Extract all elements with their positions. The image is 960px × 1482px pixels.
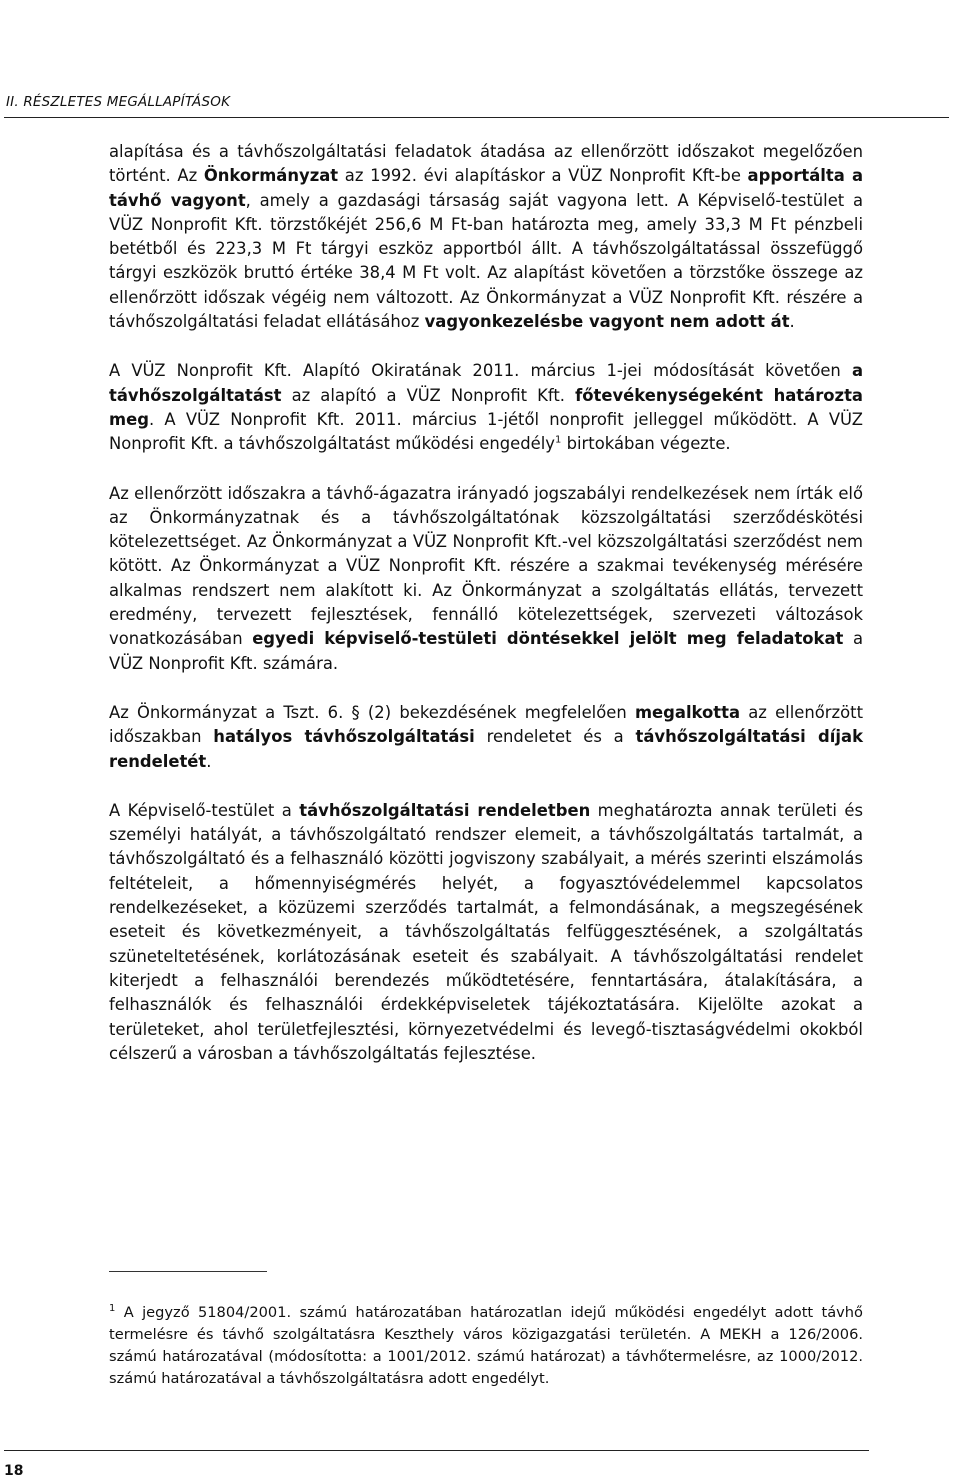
body-text: .	[789, 312, 795, 332]
emphasis-text: távhőszolgáltatási rendeletben	[299, 800, 591, 820]
footnote-text: A jegyző 51804/2001. számú határozatában határozatlan idejű működési engedélyt adott távhő termelésre és távhő szolgáltatásra Keszthely város közigazgatási területén. A MEKH a 126/2006. számú határozatával (módosította: a 1001/2012. számú határozat) a távhőtermelésre, az 1000/2012. számú határozatával a távhőszolgáltatásra adott engedélyt.	[109, 1304, 863, 1387]
body-text: , amely a gazdasági társaság saját vagyona lett. A Képviselő-testület a VÜZ Nonprofit Kft. törzstőkéjét 256,6 M Ft-ban határozta meg, amely 33,3 M Ft pénzbeli betétből és 223,3 M Ft tárgyi eszköz apportból állt. A távhőszolgáltatással összefüggő tárgyi eszközök bruttó értéke 38,4 M Ft volt. Az alapítást követően a törzstőke összege az ellenőrzött időszak végéig nem változott. Az Önkormányzat a VÜZ Nonprofit Kft. részére a távhőszolgáltatási feladat ellátásához	[109, 190, 863, 332]
emphasis-text: vagyonkezelésbe vagyont nem adott át	[424, 312, 790, 332]
emphasis-text: a távhőszolgáltatást	[109, 361, 863, 405]
emphasis-text: főtevékenységeként határozta meg	[109, 385, 863, 429]
emphasis-text: hatályos távhőszolgáltatási	[213, 727, 475, 747]
body-text: A VÜZ Nonprofit Kft. Alapító Okiratának 2011. március 1-jei módosítását követően	[109, 361, 852, 381]
emphasis-text: megalkotta	[634, 702, 741, 722]
emphasis-text: apportálta a távhő vagyont	[109, 166, 863, 210]
body-text: az ellenőrzött időszakban	[109, 702, 864, 747]
body-text: az 1992. évi alapításkor a VÜZ Nonprofit Kft-be	[338, 166, 748, 186]
paragraph	[109, 482, 863, 676]
body-text: A Képviselő-testület a	[109, 800, 300, 820]
body-text: Az Önkormányzat a Tszt. 6. § (2) bekezdésének megfelelően	[109, 702, 635, 722]
running-header: II. RÉSZLETES MEGÁLLAPÍTÁSOK	[6, 94, 231, 110]
paragraph	[109, 701, 863, 774]
body-text: Az ellenőrzött időszakra a távhő-ágazatra irányadó jogszabályi rendelkezések nem írták elő az Önkormányzatnak és a távhőszolgáltatónak közszolgáltatási szerződéskötési kötelezettséget. Az Önkormányzat a VÜZ Nonprofit Kft.-vel közszolgáltatási szerződést nem kötött. Az Önkormányzat a VÜZ Nonprofit Kft. részére a szakmai tevékenység mérésére alkalmas rendszert nem alakított ki. Az Önkormányzat a szolgáltatás ellátás, tervezett eredmény, tervezett fejlesztések, fennálló kötelezettségek, szervezeti változások vonatkozásában	[109, 483, 863, 649]
footnote-marker: 1	[109, 1303, 116, 1315]
body-text: birtokában végezte.	[561, 434, 731, 454]
body-text: alapítása és a távhőszolgáltatási feladatok átadása az ellenőrzött időszakot megelőzően történt. Az	[109, 142, 863, 186]
body-text: . A VÜZ Nonprofit Kft. 2011. március 1-jétől nonprofit jelleggel működött. A VÜZ Nonprofit Kft. a távhőszolgáltatást működési engedély	[109, 409, 863, 454]
document-body	[109, 140, 863, 1066]
paragraph	[109, 359, 863, 456]
paragraph	[109, 799, 863, 1066]
page-number: 18	[4, 1463, 24, 1479]
body-text: a VÜZ Nonprofit Kft. számára.	[109, 629, 863, 673]
footer-divider	[4, 1450, 869, 1451]
body-text: .	[206, 751, 212, 771]
emphasis-text: Önkormányzat	[203, 166, 339, 186]
body-text: rendeletet és a	[474, 727, 636, 747]
emphasis-text: távhőszolgáltatási díjak rendeletét	[109, 727, 863, 771]
body-text: az alapító a VÜZ Nonprofit Kft.	[281, 385, 576, 405]
footnote-divider	[109, 1271, 267, 1272]
emphasis-text: egyedi képviselő-testületi döntésekkel jelölt meg feladatokat	[252, 629, 844, 649]
body-text: meghatározta annak területi és személyi hatályát, a távhőszolgáltató rendszer elemeit, a távhőszolgáltatás tartalmát, a távhőszolgáltató és a felhasználó közötti jogviszony szabályait, a mérés szerinti elszámolás feltételeit, a hőmennyiségmérés helyét, a fogyasztóvédelemmel kapcsolatos rendelkezéseket, a közüzemi szerződés tartalmát, a felmondásának, a megszegésének eseteit és következményeit, a távhőszolgáltatás felfüggesztésének, a szolgáltatás szüneteltetésének, korlátozásának eseteit és szabályait. A távhőszolgáltatási rendelet kiterjedt a felhasználói berendezés működtetésére, fenntartására, átalakítására, a felhasználók és felhasználói érdekképviseletek tájékoztatására. Kijelölte azokat a területeket, ahol területfejlesztési, környezetvédelmi és levegő-tisztaságvédelmi okokból célszerű a városban a távhőszolgáltatás fejlesztése.	[109, 800, 863, 1063]
footnote-reference: 1	[555, 434, 562, 446]
header-divider	[4, 117, 949, 118]
paragraph	[109, 140, 863, 334]
footnote	[109, 1302, 863, 1390]
